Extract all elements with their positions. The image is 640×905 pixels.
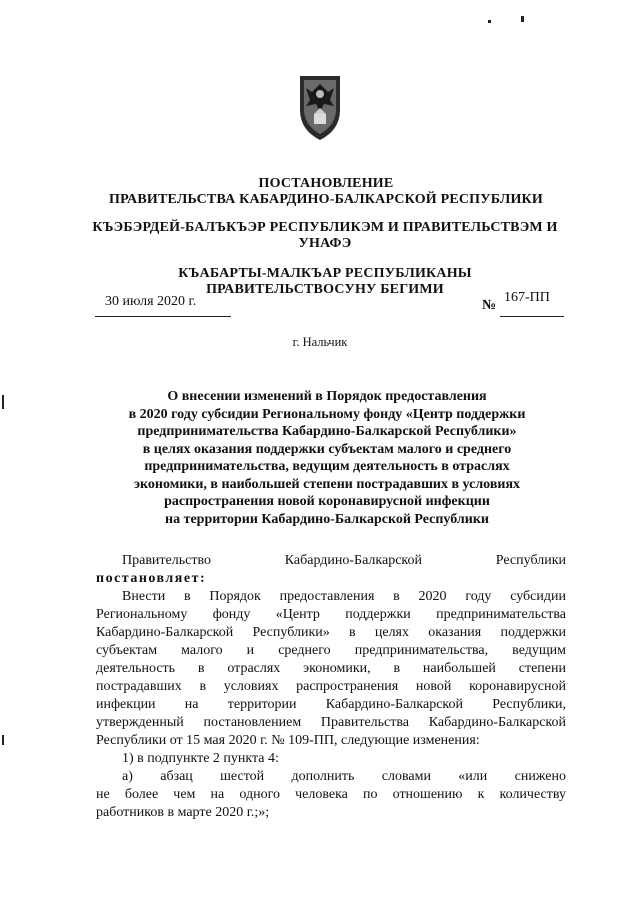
body-line: Республики от 15 мая 2020 г. № 109-ПП, следующие изменения: bbox=[96, 733, 480, 748]
number-underline bbox=[500, 316, 564, 317]
body-line: Региональному фонду «Центр поддержки предпринимательства bbox=[96, 607, 566, 622]
scan-margin-mark bbox=[2, 735, 4, 745]
body-line: утвержденный постановлением Правительства Кабардино-Балкарской bbox=[96, 715, 566, 730]
coat-of-arms-emblem bbox=[294, 70, 346, 142]
intro-line: Правительство Кабардино-Балкарской Республики bbox=[122, 553, 566, 568]
decree-word: постановляет: bbox=[96, 571, 207, 586]
title-line: в 2020 году субсидии Региональному фонду «Центр поддержки bbox=[128, 406, 526, 422]
document-title bbox=[96, 388, 558, 528]
date-underline bbox=[95, 316, 231, 317]
scan-speck bbox=[488, 20, 491, 23]
amendment-item-1: 1) в подпункте 2 пункта 4: bbox=[122, 751, 279, 766]
amendment-subitem-a-line: работников в марте 2020 г.;»; bbox=[96, 805, 270, 820]
body-line: деятельность в отраслях экономики, в наибольшей степени bbox=[96, 661, 566, 676]
document-date: 30 июля 2020 г. bbox=[105, 294, 197, 309]
body-line: Внести в Порядок предоставления в 2020 году субсидии bbox=[122, 589, 566, 604]
title-line: предпринимательства, ведущим деятельность в отраслях bbox=[144, 459, 510, 474]
issuer-balkar: КЪАБАРТЫ-МАЛКЪАР РЕСПУБЛИКАНЫ ПРАВИТЕЛЬСТВОСУНУ БЕГИМИ bbox=[178, 266, 472, 297]
city: г. Нальчик bbox=[292, 335, 348, 349]
body-line: инфекции на территории Кабардино-Балкарской Республики, bbox=[96, 697, 566, 712]
document-body bbox=[96, 552, 566, 822]
amendment-subitem-a-line: не более чем на одного человека по отношению к количеству bbox=[96, 787, 566, 802]
scan-margin-mark bbox=[2, 395, 4, 409]
number-sign: № bbox=[482, 298, 497, 313]
title-line: экономики, в наибольшей степени пострадавших в условиях bbox=[133, 476, 521, 492]
title-line: на территории Кабардино-Балкарской Республики bbox=[165, 511, 489, 527]
title-line: распространения новой коронавирусной инфекции bbox=[164, 494, 490, 509]
amendment-subitem-a: а) абзац шестой дополнить словами «или снижено bbox=[122, 769, 566, 784]
body-line: пострадавших в условиях распространения новой коронавирусной bbox=[96, 679, 566, 694]
body-line: Кабардино-Балкарской Республики» в целях оказания поддержки bbox=[96, 625, 566, 640]
issuer-russian: ПРАВИТЕЛЬСТВА КАБАРДИНО-БАЛКАРСКОЙ РЕСПУБЛИКИ bbox=[108, 192, 544, 207]
title-line: предпринимательства Кабардино-Балкарской Республики» bbox=[137, 424, 517, 439]
title-line: О внесении изменений в Порядок предоставления bbox=[167, 389, 487, 404]
document-type: ПОСТАНОВЛЕНИЕ bbox=[258, 176, 394, 191]
document-number: 167-ПП bbox=[504, 290, 550, 305]
issuer-kabardian: КЪЭБЭРДЕЙ-БАЛЪКЪЭР РЕСПУБЛИКЭМ И ПРАВИТЕЛЬСТВЭМ И УНАФЭ bbox=[92, 220, 558, 251]
scan-speck bbox=[521, 16, 524, 22]
body-line: субъектам малого и среднего предпринимательства, ведущим bbox=[96, 643, 566, 658]
title-line: в целях оказания поддержки субъектам малого и среднего bbox=[142, 441, 512, 457]
